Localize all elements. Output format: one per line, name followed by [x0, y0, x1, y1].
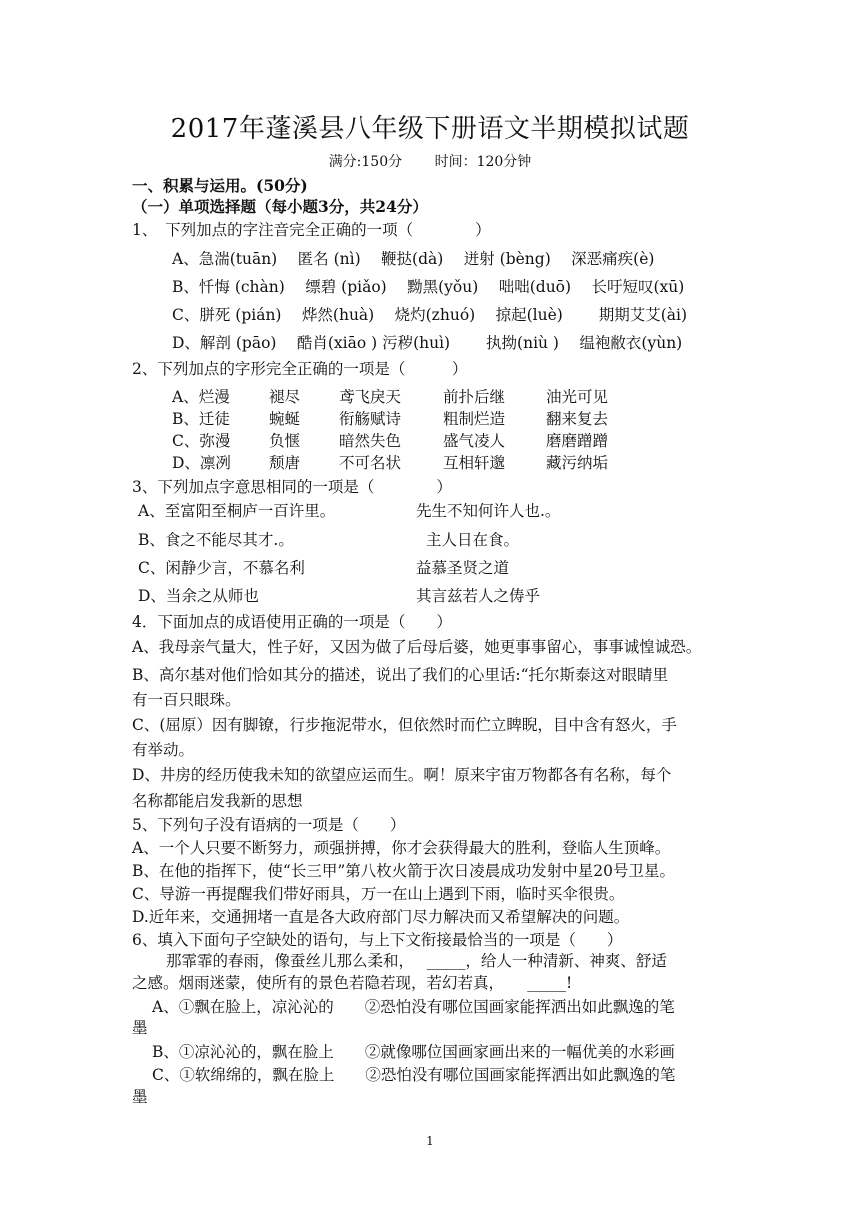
question-4-option-c: C、(屈原）因有脚镣，行步拖泥带水，但依然时而伫立睥睨，目中含有怒火，手: [132, 716, 677, 734]
question-3-option-a-left: A、至富阳至桐庐一百许里。: [138, 502, 336, 520]
word-cell: 前扑后继: [443, 388, 506, 406]
question-1-option-b: B、忏悔 (chàn) 缥碧 (piǎo) 黝黑(yǒu) 咄咄(duō) 长吁短叹(xū): [172, 278, 685, 296]
question-3-option-b-right: 主人日在食。: [426, 531, 520, 549]
question-6-option-c: C、①软绵绵的，飘在脸上 ②恐怕没有哪位国画家能挥洒出如此飘逸的笔: [152, 1066, 676, 1084]
question-4-option-c-cont: 有举动。: [132, 741, 195, 759]
word-cell: 鸢飞戾天: [339, 388, 402, 406]
word-cell: D、凛冽: [172, 454, 231, 472]
question-4-option-b: B、高尔基对他们恰如其分的描述，说出了我们的心里话:“托尔斯泰这对眼睛里: [132, 666, 669, 684]
word-cell: 磨磨蹭蹭: [546, 432, 609, 450]
question-6-option-c-cont: 墨: [132, 1088, 148, 1106]
question-6-option-a: A、①飘在脸上，凉沁沁的 ②恐怕没有哪位国画家能挥洒出如此飘逸的笔: [152, 998, 675, 1016]
question-5-option-d: D.近年来，交通拥堵一直是各大政府部门尽力解决而又希望解决的问题。: [132, 908, 630, 926]
word-cell: 不可名状: [339, 454, 402, 472]
question-3-option-a-right: 先生不知何许人也.。: [416, 502, 561, 520]
word-cell: 暗然失色: [339, 432, 402, 450]
question-3-option-d-left: D、当余之从师也: [138, 587, 259, 605]
question-3-option-c-left: C、闲静少言，不慕名利: [138, 559, 305, 577]
question-4-option-b-cont: 有一百只眼珠。: [132, 691, 241, 709]
part-heading: （一）单项选择题（每小题3分，共24分）: [132, 197, 428, 216]
page-title: 2017年蓬溪县八年级下册语文半期模拟试题: [170, 114, 690, 144]
word-cell: 藏污纳垢: [546, 454, 609, 472]
question-4-option-a: A、我母亲气量大，性子好，又因为做了后母后婆，她更事事留心，事事诚惶诚恐。: [132, 638, 702, 656]
word-cell: 翻来复去: [546, 410, 609, 428]
question-6-option-a-cont: 墨: [132, 1019, 148, 1037]
word-cell: 褪尽: [269, 388, 301, 406]
question-6-passage-line-1: 那霏霏的春雨，像蚕丝儿那么柔和， _____，给人一种清新、神爽、舒适: [166, 952, 667, 970]
page-number: 1: [426, 1134, 434, 1148]
question-5-option-b: B、在他的指挥下，使“长三甲”第八枚火箭于次日凌晨成功发射中星20号卫星。: [132, 862, 675, 880]
question-5-option-a: A、一个人只要不断努力，顽强拼搏，你才会获得最大的胜利，登临人生顶峰。: [132, 839, 671, 857]
question-3-stem: 3、下列加点字意思相同的一项是（ ）: [132, 478, 452, 496]
question-1-option-a: A、急湍(tuān) 匿名 (nì) 鞭挞(dà) 迸射 (bèng) 深恶痛疾(è): [172, 250, 655, 268]
word-cell: 颓唐: [269, 454, 301, 472]
question-6-stem: 6、填入下面句子空缺处的语句，与上下文衔接最恰当的一项是（ ）: [132, 931, 623, 949]
question-1-stem: 1、 下列加点的字注音完全正确的一项（ ）: [132, 221, 491, 239]
question-5-stem: 5、下列句子没有语病的一项是（ ）: [132, 816, 406, 834]
word-cell: A、烂漫: [172, 388, 230, 406]
word-cell: 衔觞赋诗: [339, 410, 402, 428]
question-3-option-c-right: 益慕圣贤之道: [416, 559, 510, 577]
score-time-info: 满分:150分 时间：120分钟: [328, 154, 532, 170]
word-cell: 互相轩邈: [443, 454, 506, 472]
question-6-passage-line-2: 之感。烟雨迷蒙，使所有的景色若隐若现，若幻若真， _____!: [132, 974, 573, 992]
question-1-option-d: D、解剖 (pāo) 酷肖(xiāo ) 污秽(huì) 执拗(niù ) 缊袍敝衣(yùn): [172, 334, 683, 352]
question-5-option-c: C、导游一再提醒我们带好雨具，万一在山上遇到下雨，临时买伞很贵。: [132, 885, 625, 903]
section-heading: 一、积累与运用。(50分): [132, 176, 308, 195]
word-cell: 蜿蜒: [269, 410, 301, 428]
question-2-stem: 2、下列加点的字形完全正确的一项是（ ）: [132, 360, 468, 378]
word-cell: C、弥漫: [172, 432, 231, 450]
question-3-option-d-right: 其言兹若人之俦乎: [416, 587, 541, 605]
word-cell: 油光可见: [546, 388, 609, 406]
word-cell: 负惬: [269, 432, 301, 450]
question-4-option-d: D、井房的经历使我未知的欲望应运而生。啊！原来宇宙万物都各有名称，每个: [132, 766, 672, 784]
word-cell: 盛气凌人: [443, 432, 506, 450]
question-6-option-b: B、①凉沁沁的，飘在脸上 ②就像哪位国画家画出来的一幅优美的水彩画: [152, 1043, 675, 1061]
word-cell: 粗制烂造: [443, 410, 506, 428]
question-3-option-b-left: B、食之不能尽其才.。: [138, 531, 294, 549]
question-4-stem: 4．下面加点的成语使用正确的一项是（ ）: [132, 613, 452, 631]
question-4-option-d-cont: 名称都能启发我新的思想: [132, 792, 303, 810]
question-1-option-c: C、胼死 (pián) 烨然(huà) 烧灼(zhuó) 掠起(luè) 期期艾艾(ài): [172, 306, 688, 324]
word-cell: B、迁徒: [172, 410, 230, 428]
